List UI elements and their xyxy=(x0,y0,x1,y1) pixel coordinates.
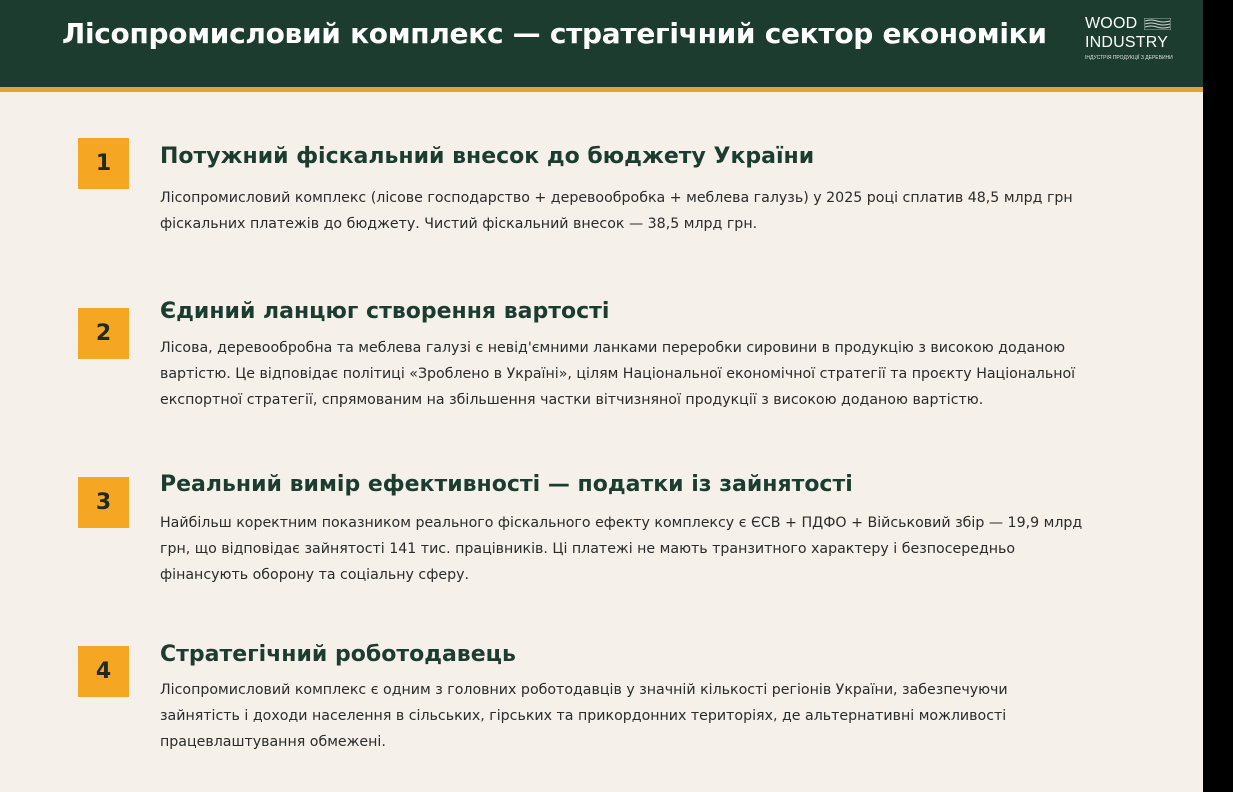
item-body: Лісова, деревообробна та меблева галузі є невід'ємними ланками переробки сировини в продукцію з високою доданою вартістю. Це відповідає політиці «Зроблено в Україні», цілям Національної економічної стратегії та проєкту Національної експортної стратегії, спрямованим на збільшення частки вітчизняної продукції з високою доданою вартістю. xyxy=(160,340,1076,408)
item-heading: Потужний фіскальний внесок до бюджету України xyxy=(160,144,815,169)
item-number-badge: 3 xyxy=(78,477,129,528)
item-heading: Стратегічний роботодавець xyxy=(160,642,516,667)
wood-grain-icon xyxy=(1144,18,1171,30)
brand-logo xyxy=(1085,16,1180,66)
item-body: Лісопромисловий комплекс (лісове господарство + деревообробка + меблева галузь) у 2025 році сплатив 48,5 млрд грн фіскальних платежів до бюджету. Чистий фіскальний внесок — 38,5 млрд грн. xyxy=(160,190,1073,232)
logo-tagline: ІНДУСТРІЯ ПРОДУКЦІЇ З ДЕРЕВИНИ xyxy=(1085,55,1173,61)
item-number-badge: 2 xyxy=(78,308,129,359)
logo-word-industry: INDUSTRY xyxy=(1085,34,1169,51)
right-dark-margin xyxy=(1203,0,1233,792)
page-title: Лісопромисловий комплекс — стратегічний сектор економіки xyxy=(62,17,1047,50)
header-accent-rule xyxy=(0,87,1203,92)
item-body: Найбільш коректним показником реального фіскального ефекту комплексу є ЄСВ + ПДФО + Військовий збір — 19,9 млрд грн, що відповідає зайнятості 141 тис. працівників. Ці платежі не мають транзитного характеру і безпосередньо фінансують оборону та соціальну сферу. xyxy=(160,515,1083,583)
header-bar xyxy=(0,0,1203,87)
item-number-badge: 4 xyxy=(78,646,129,697)
item-heading: Реальний вимір ефективності — податки із зайнятості xyxy=(160,472,853,497)
item-body: Лісопромисловий комплекс є одним з головних роботодавців у значній кількості регіонів України, забезпечуючи зайнятість і доходи населення в сільських, гірських та прикордонних територіях, де альтернативні можливості працевлаштування обмежені. xyxy=(160,682,1008,750)
logo-word-wood: WOOD xyxy=(1085,15,1138,32)
item-heading: Єдиний ланцюг створення вартості xyxy=(160,299,610,324)
item-number-badge: 1 xyxy=(78,138,129,189)
